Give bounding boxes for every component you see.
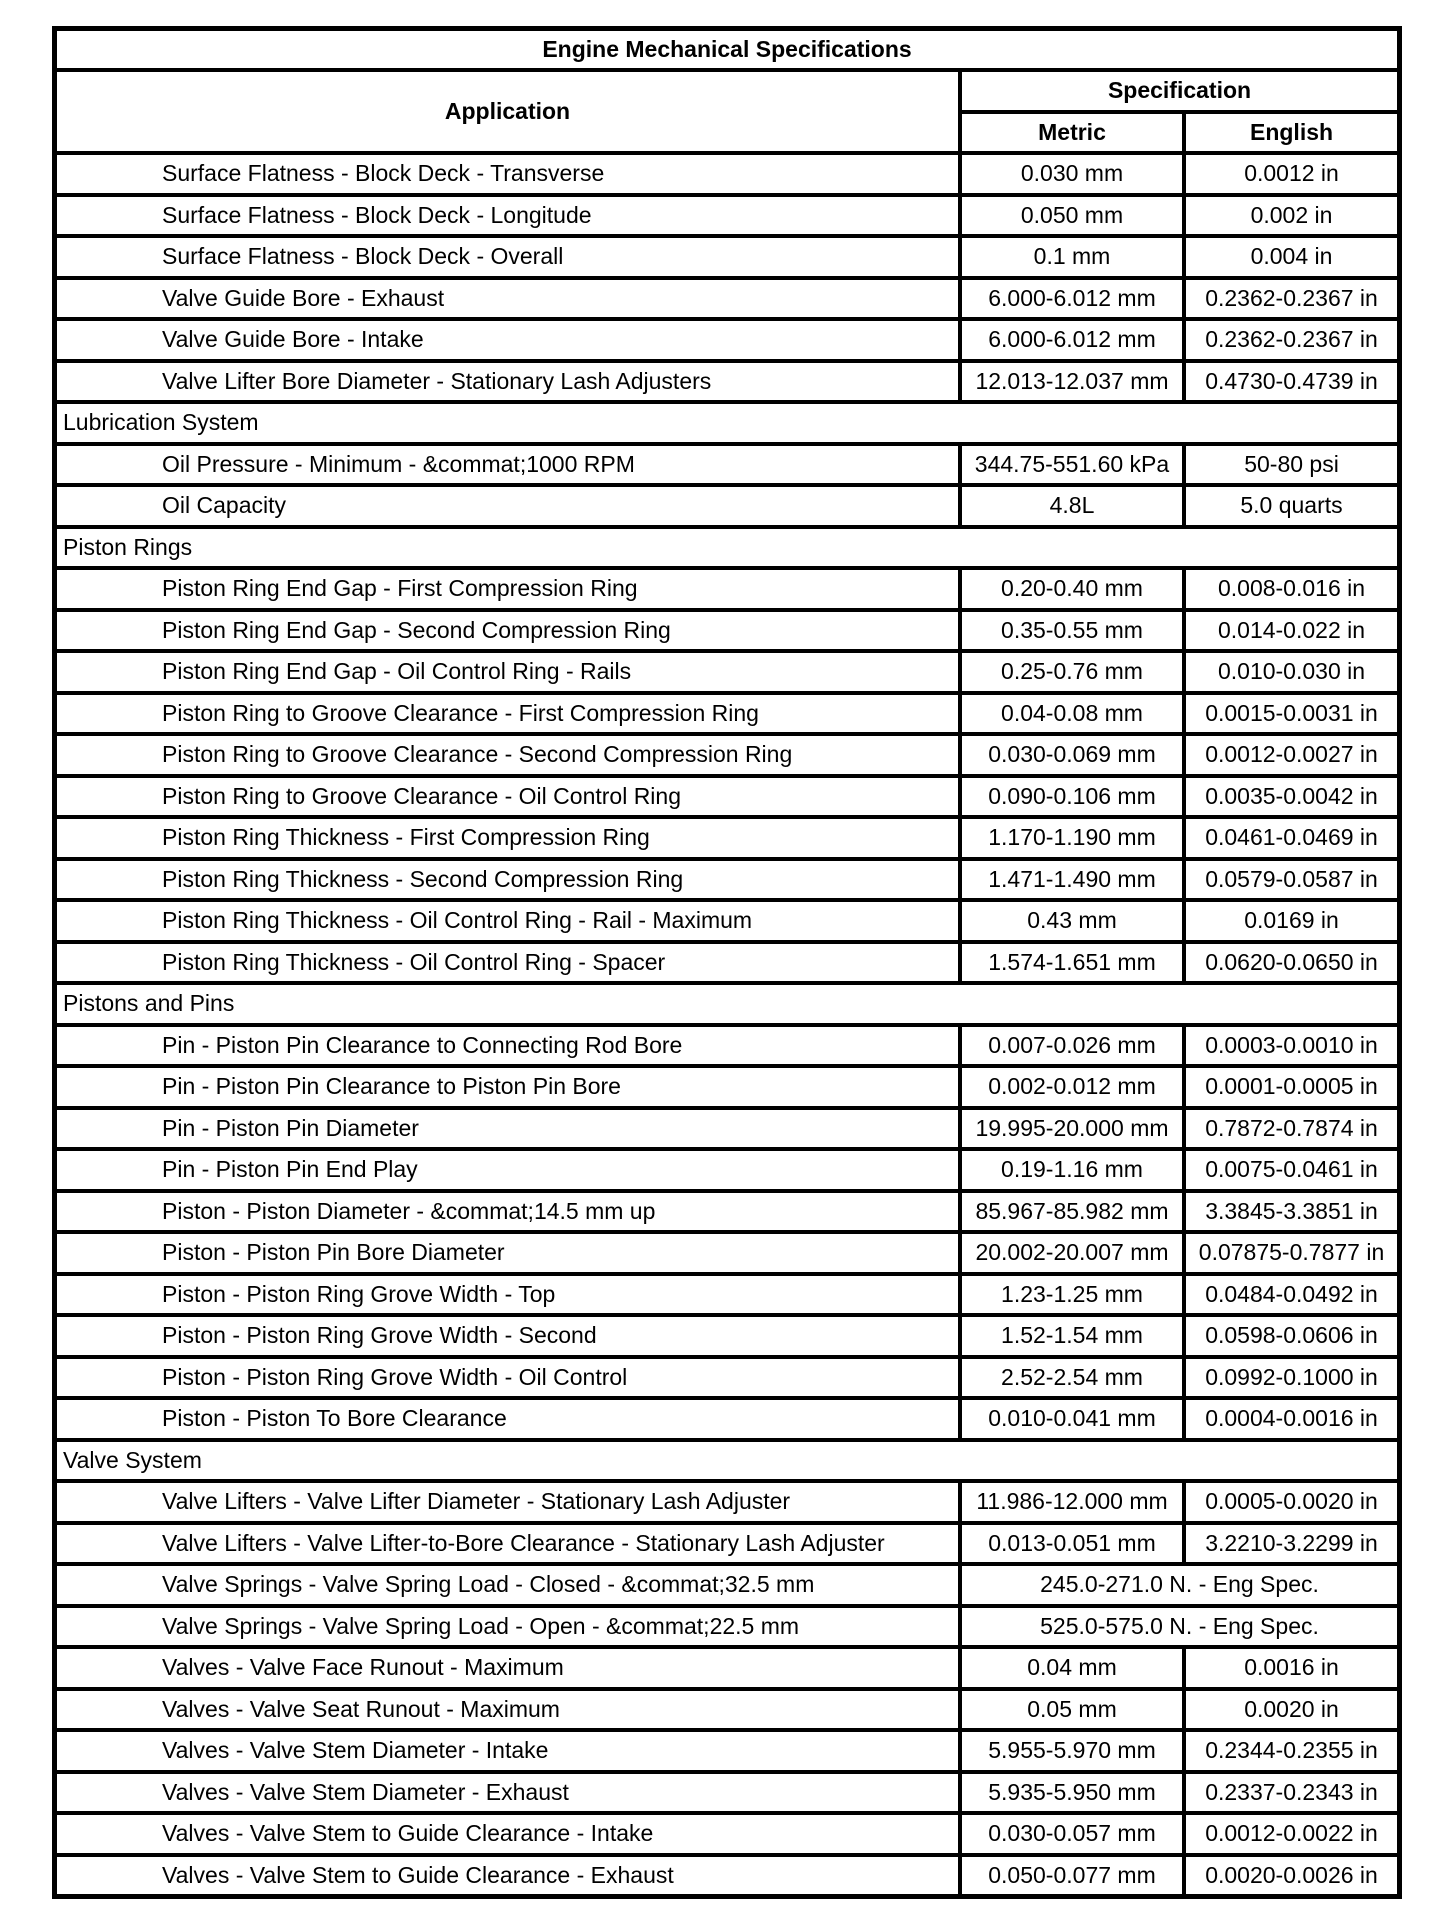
english-cell: 0.0620-0.0650 in [1184,942,1399,984]
metric-cell: 12.013-12.037 mm [960,361,1184,403]
table-row [55,153,1399,195]
table-row [55,1274,1399,1316]
english-cell: 0.2362-0.2367 in [1184,278,1399,320]
section-title: Piston Rings [55,527,1399,569]
english-cell: 0.002 in [1184,195,1399,237]
application-cell: Piston - Piston Ring Grove Width - Oil Control [55,1357,960,1399]
application-cell: Piston Ring End Gap - Oil Control Ring - Rails [55,651,960,693]
application-cell: Surface Flatness - Block Deck - Longitude [55,195,960,237]
english-cell: 0.0012-0.0022 in [1184,1813,1399,1855]
table-row [55,817,1399,859]
application-cell: Valves - Valve Stem to Guide Clearance - Intake [55,1813,960,1855]
metric-cell: 0.20-0.40 mm [960,568,1184,610]
metric-cell: 0.010-0.041 mm [960,1398,1184,1440]
english-cell: 0.0992-0.1000 in [1184,1357,1399,1399]
application-cell: Valves - Valve Stem to Guide Clearance - Exhaust [55,1855,960,1897]
table-row [55,1149,1399,1191]
section-title: Lubrication System [55,402,1399,444]
table-row [55,1232,1399,1274]
metric-cell: 1.574-1.651 mm [960,942,1184,984]
metric-cell: 0.35-0.55 mm [960,610,1184,652]
english-cell: 0.0579-0.0587 in [1184,859,1399,901]
english-cell: 0.0035-0.0042 in [1184,776,1399,818]
metric-cell: 0.030-0.057 mm [960,1813,1184,1855]
english-cell: 0.0005-0.0020 in [1184,1481,1399,1523]
english-cell: 0.0461-0.0469 in [1184,817,1399,859]
application-cell: Valve Guide Bore - Intake [55,319,960,361]
application-cell: Oil Capacity [55,485,960,527]
application-cell: Piston Ring to Groove Clearance - Second Compression Ring [55,734,960,776]
metric-cell: 0.013-0.051 mm [960,1523,1184,1565]
application-cell: Pin - Piston Pin Clearance to Connecting Rod Bore [55,1025,960,1067]
metric-cell: 6.000-6.012 mm [960,319,1184,361]
metric-cell: 1.471-1.490 mm [960,859,1184,901]
application-cell: Piston Ring End Gap - First Compression Ring [55,568,960,610]
metric-cell: 20.002-20.007 mm [960,1232,1184,1274]
application-header: Application [55,70,960,153]
application-cell: Surface Flatness - Block Deck - Transverse [55,153,960,195]
application-cell: Piston Ring Thickness - Oil Control Ring - Spacer [55,942,960,984]
english-cell: 0.0598-0.0606 in [1184,1315,1399,1357]
english-cell: 0.0012 in [1184,153,1399,195]
english-cell: 0.2344-0.2355 in [1184,1730,1399,1772]
metric-cell: 1.170-1.190 mm [960,817,1184,859]
application-cell: Valve Guide Bore - Exhaust [55,278,960,320]
application-cell: Piston - Piston Ring Grove Width - Top [55,1274,960,1316]
specifications-table [52,26,1402,1899]
english-cell: 3.2210-3.2299 in [1184,1523,1399,1565]
english-cell: 0.0169 in [1184,900,1399,942]
application-cell: Piston Ring to Groove Clearance - Oil Control Ring [55,776,960,818]
application-cell: Valve Lifter Bore Diameter - Stationary Lash Adjusters [55,361,960,403]
table-row [55,1855,1399,1897]
english-cell: 0.0012-0.0027 in [1184,734,1399,776]
metric-cell: 6.000-6.012 mm [960,278,1184,320]
application-cell: Surface Flatness - Block Deck - Overall [55,236,960,278]
application-cell: Piston Ring Thickness - First Compression Ring [55,817,960,859]
table-row [55,278,1399,320]
table-row [55,1398,1399,1440]
english-cell: 0.0003-0.0010 in [1184,1025,1399,1067]
table-row [55,776,1399,818]
metric-cell: 1.52-1.54 mm [960,1315,1184,1357]
metric-cell: 0.04 mm [960,1647,1184,1689]
table-row [55,444,1399,486]
section-title: Pistons and Pins [55,983,1399,1025]
metric-cell: 0.090-0.106 mm [960,776,1184,818]
metric-cell: 0.25-0.76 mm [960,651,1184,693]
english-cell: 0.07875-0.7877 in [1184,1232,1399,1274]
table-row [55,1108,1399,1150]
application-cell: Valve Lifters - Valve Lifter-to-Bore Clearance - Stationary Lash Adjuster [55,1523,960,1565]
metric-cell: 2.52-2.54 mm [960,1357,1184,1399]
application-cell: Piston - Piston Diameter - &commat;14.5 mm up [55,1191,960,1233]
english-cell: 0.0016 in [1184,1647,1399,1689]
application-cell: Piston - Piston To Bore Clearance [55,1398,960,1440]
application-cell: Valve Lifters - Valve Lifter Diameter - Stationary Lash Adjuster [55,1481,960,1523]
english-cell: 0.0004-0.0016 in [1184,1398,1399,1440]
table-row [55,900,1399,942]
application-cell: Piston Ring Thickness - Second Compression Ring [55,859,960,901]
application-cell: Piston - Piston Pin Bore Diameter [55,1232,960,1274]
table-row [55,568,1399,610]
table-row [55,1481,1399,1523]
application-cell: Pin - Piston Pin Clearance to Piston Pin Bore [55,1066,960,1108]
application-cell: Valve Springs - Valve Spring Load - Closed - &commat;32.5 mm [55,1564,960,1606]
english-cell: 0.0484-0.0492 in [1184,1274,1399,1316]
section-row [55,402,1399,444]
metric-cell: 0.1 mm [960,236,1184,278]
application-cell: Pin - Piston Pin End Play [55,1149,960,1191]
specification-header: Specification [960,70,1399,112]
spec-merged-cell: 245.0-271.0 N. - Eng Spec. [960,1564,1399,1606]
metric-cell: 0.19-1.16 mm [960,1149,1184,1191]
application-cell: Piston Ring End Gap - Second Compression Ring [55,610,960,652]
application-cell: Piston Ring to Groove Clearance - First Compression Ring [55,693,960,735]
metric-cell: 0.43 mm [960,900,1184,942]
table-row [55,361,1399,403]
table-row [55,1357,1399,1399]
english-cell: 0.7872-0.7874 in [1184,1108,1399,1150]
table-row [55,1813,1399,1855]
metric-cell: 5.935-5.950 mm [960,1772,1184,1814]
section-row [55,1440,1399,1482]
table-row [55,859,1399,901]
metric-cell: 11.986-12.000 mm [960,1481,1184,1523]
application-cell: Piston - Piston Ring Grove Width - Second [55,1315,960,1357]
english-cell: 0.2362-0.2367 in [1184,319,1399,361]
english-cell: 0.010-0.030 in [1184,651,1399,693]
table-row [55,1025,1399,1067]
table-body [55,153,1399,1896]
metric-cell: 344.75-551.60 kPa [960,444,1184,486]
title-row [55,29,1399,70]
header-row [55,70,1399,112]
english-cell: 0.008-0.016 in [1184,568,1399,610]
table-row [55,942,1399,984]
section-title: Valve System [55,1440,1399,1482]
metric-header: Metric [960,112,1184,154]
english-cell: 0.0020-0.0026 in [1184,1855,1399,1897]
table-row [55,1647,1399,1689]
metric-cell: 0.030-0.069 mm [960,734,1184,776]
metric-cell: 1.23-1.25 mm [960,1274,1184,1316]
application-cell: Valve Springs - Valve Spring Load - Open - &commat;22.5 mm [55,1606,960,1648]
english-cell: 3.3845-3.3851 in [1184,1191,1399,1233]
table-row [55,1066,1399,1108]
metric-cell: 0.04-0.08 mm [960,693,1184,735]
english-cell: 50-80 psi [1184,444,1399,486]
metric-cell: 0.002-0.012 mm [960,1066,1184,1108]
english-header: English [1184,112,1399,154]
table-row [55,485,1399,527]
metric-cell: 0.050 mm [960,195,1184,237]
table-row [55,195,1399,237]
metric-cell: 0.05 mm [960,1689,1184,1731]
table-row [55,610,1399,652]
english-cell: 5.0 quarts [1184,485,1399,527]
table-row [55,1191,1399,1233]
table-row [55,236,1399,278]
table-row [55,1564,1399,1606]
metric-cell: 85.967-85.982 mm [960,1191,1184,1233]
english-cell: 0.0015-0.0031 in [1184,693,1399,735]
application-cell: Valves - Valve Seat Runout - Maximum [55,1689,960,1731]
application-cell: Valves - Valve Stem Diameter - Intake [55,1730,960,1772]
table-row [55,1523,1399,1565]
metric-cell: 5.955-5.970 mm [960,1730,1184,1772]
english-cell: 0.004 in [1184,236,1399,278]
metric-cell: 4.8L [960,485,1184,527]
application-cell: Pin - Piston Pin Diameter [55,1108,960,1150]
english-cell: 0.014-0.022 in [1184,610,1399,652]
metric-cell: 19.995-20.000 mm [960,1108,1184,1150]
table-row [55,319,1399,361]
section-row [55,983,1399,1025]
spec-merged-cell: 525.0-575.0 N. - Eng Spec. [960,1606,1399,1648]
english-cell: 0.0001-0.0005 in [1184,1066,1399,1108]
table-row [55,1772,1399,1814]
table-title: Engine Mechanical Specifications [55,29,1399,70]
application-cell: Valves - Valve Stem Diameter - Exhaust [55,1772,960,1814]
application-cell: Piston Ring Thickness - Oil Control Ring - Rail - Maximum [55,900,960,942]
table-row [55,1730,1399,1772]
metric-cell: 0.030 mm [960,153,1184,195]
table-row [55,651,1399,693]
table-row [55,1606,1399,1648]
metric-cell: 0.050-0.077 mm [960,1855,1184,1897]
english-cell: 0.0020 in [1184,1689,1399,1731]
table-row [55,1315,1399,1357]
english-cell: 0.2337-0.2343 in [1184,1772,1399,1814]
table-row [55,693,1399,735]
section-row [55,527,1399,569]
application-cell: Valves - Valve Face Runout - Maximum [55,1647,960,1689]
application-cell: Oil Pressure - Minimum - &commat;1000 RPM [55,444,960,486]
english-cell: 0.4730-0.4739 in [1184,361,1399,403]
table-row [55,1689,1399,1731]
english-cell: 0.0075-0.0461 in [1184,1149,1399,1191]
table-row [55,734,1399,776]
metric-cell: 0.007-0.026 mm [960,1025,1184,1067]
